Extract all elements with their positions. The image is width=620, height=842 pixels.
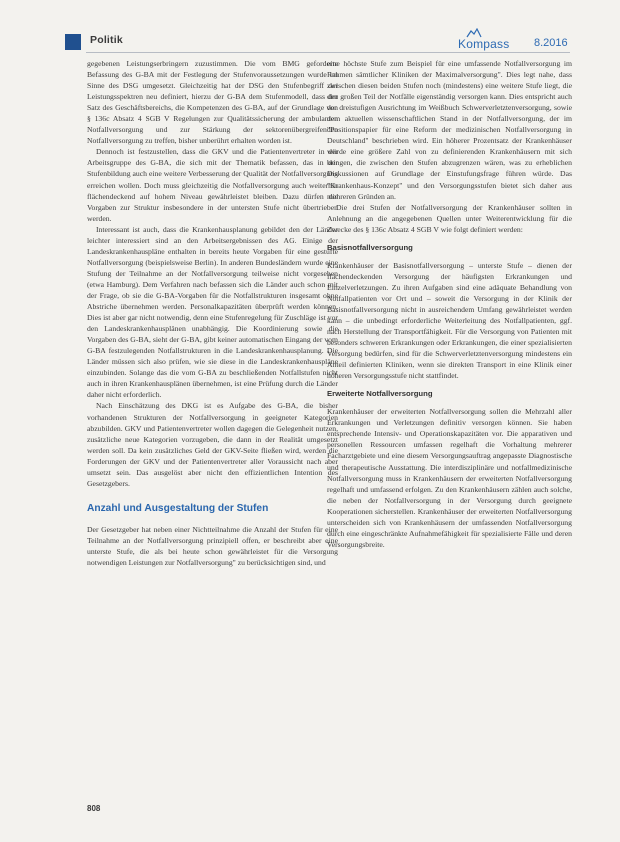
- section-color-bar: [65, 34, 81, 50]
- subheading-extended-emergency: Erweiterte Notfallversorgung: [327, 389, 433, 399]
- body-paragraph: gegebenen Leistungserbringern zuzustimmen. Die vom BMG geforderte Befassung des G-BA mit der Festlegung der Stufenvoraussetzungen wurde im Sinne des DSG umgesetzt. Gleichzeitig hat der DSG den Stufenbegriff der Leistungsspektren neu definiert, hierzu der G-BA dem Stufenmodell, dass der Satz des Geschäftsbereichs, die Kompetenzen des G-BA, auf der Grundlage von § 136c Absatz 4 SGB V Regelungen zur Qualitätssicherung der ambulanten Notfallversorgung und zur Stärkung der sektorenübergreifenden Notfallversorgung zu treffen, bisher unberührt erhalten worden ist.: [87, 59, 338, 146]
- header-divider: [86, 52, 570, 53]
- magazine-logo: [458, 28, 568, 52]
- right-column: [327, 58, 572, 550]
- body-paragraph: Der Gesetzgeber hat neben einer Nichtteilnahme die Anzahl der Stufen für eine Teilnahme an der Notfallversorgung prinzipiell offen, er beschreibt aber eine unterste Stufe, die als bei heute schon gewährleistet für die Versorgung notwendigen Leistungen zur Notfallversorgung" zu berücksichtigen sind, und: [87, 524, 338, 567]
- section-heading: Anzahl und Ausgestaltung der Stufen: [87, 502, 269, 514]
- body-paragraph: Krankenhäuser der Basisnotfallversorgung – unterste Stufe – dienen der flächendeckenden Versorgung der häufigsten Erkrankungen und Einzelverletzungen. Zu ihren Aufgaben sind eine adäquate Behandlung von Notfallpatienten vor Ort und – soweit die Versorgung in der Klinik der Basisnotfallversorgung nicht in ausreichendem Umfang gewährleistet werden kann – die unbedingt erforderliche Weiterleitung des Notfallpatienten, ggf. nach Herstellung der Transportfähigkeit. Für die Versorgung von Patienten mit besonders schweren Erkrankungen oder Erkrankungen, die einer spezialisierten Versorgung bedürfen, sind für die Schwerverletztenversorgung mindestens ein Anteil definierten Kliniken, wenn sie direkten Transport in eine Klinik einer höheren Versorgungsstufe nicht stattfindet.: [327, 260, 572, 381]
- body-paragraph: Krankenhäuser der erweiterten Notfallversorgung sollen die Mehrzahl aller Erkrankungen und Verletzungen definitiv versorgen können. Sie haben entsprechende Intensiv- und Operationskapazitäten vor. Die apparativen und personellen Ressourcen umfassen regelhaft die Vorhaltung mehrerer Facharztgebiete und eine diesem Versorgungsauftrag angepasste Diagnostische und therapeutische Ausstattung. Die interdisziplinäre und notfallmedizinische Notfallversorgung muss in Krankenhäusern der erweiterten Notfallversorgung regelhaft und umfassend erfolgen. Zu den Krankenhäusern zählen auch solche, die neben der Notfallversorgung in der Versorgung durch geeignete Kooperationen sicherstellen. Krankenhäuser der erweiterten Notfallversorgung unterscheiden sich von Krankenhäusern der umfassenden Notfallversorgung durch eine eingeschränkte Aufnahmefähigkeit für spezialisierte Fälle und deren Versorgungsbreite.: [327, 407, 572, 549]
- subheading-basic-emergency: Basisnotfallversorgung: [327, 242, 413, 252]
- issue-number: 8.2016: [534, 37, 568, 49]
- body-paragraph: eine höchste Stufe zum Beispiel für eine umfassende Notfallversorgung im Rahmen sämtlicher Kliniken der Maximalversorgung". Dies legt nahe, dass zwischen diesen beiden Stufen noch (mindestens) eine weitere Stufe liegt, die den großen Teil der Notfälle eigenständig versorgen kann. Dies entspricht auch der dreistufigen Ausrichtung im Weißbuch Schwerverletztenversorgung, sowie dem aktuellen wissenschaftlichen Stand in der Notfallversorgung, der im "Positionspapier für eine Reform der medizinischen Notfallversorgung in Deutschland" beschrieben wird. Ein höherer Prozentsatz der Krankenhäuser würde eine größere Zahl von zu definierenden Krankenhäusern mit sich bringen, die zwischen den Stufen abzugrenzen wären, was zu erheblichen Diskussionen auf Grundlage der Einstufungsfrage führen würde. Das "Krankenhaus-Konzept" und den Versorgungsstufen bietet sich daher aus mehreren Gründen an.: [327, 59, 572, 201]
- magazine-name: Kompass: [458, 37, 510, 51]
- body-paragraph: Nach Einschätzung des DKG ist es Aufgabe des G-BA, die bisher vorhandenen Strukturen der Notfallversorgung in geeigneter Kategorien abzubilden. GKV und Patientenvertreter wollen dagegen die Gelegenheit nutzen, zusätzliche neue Kategorien vorzugeben, die dann in der Realität umgesetzt werden soll. Da kein zusätzliches Geld der GKV-Seite fließen wird, werden die Forderungen der GKV und der Patientenvertreter aller Voraussicht nach aber umsetzt sein. Das ausgelöst aber nicht den effizientlichen Intention des Gesetzgebers.: [87, 401, 338, 488]
- left-column: [87, 58, 338, 568]
- page-number: 808: [87, 804, 101, 813]
- body-paragraph: Interessant ist auch, dass die Krankenhausplanung gebildet den der Länder leichter interessiert sind an den Arbeitsergebnissen des AG. Einige der Landeskrankenhauspläne enthalten in bereits heute Vorgaben für eine gestufte Notfallversorgung (beispielsweise Berlin). In anderen Bundesländern wurde eine Stufung der Teilnahme an der Notfallversorgung teilweise nicht vorgesehen (etwa Hamburg). Dem Verfahren nach befassen sich die Länder auch schon mit der Frage, ob sie die G-BA-Vorgaben für die Notfallstrukturen insgesamt ohne Abstriche übernehmen werden. Personalkapazitäten überprüft werden können. Dies ist aber gar nicht notwendig, denn eine Stufenregelung für Zuschläge ist vor den Landeskrankenhausplänen unabhängig. Die Koordinierung sowie die Vorgaben des G-BA, sieht der G-BA, gibt keiner automatischen Eingang der vom G-BA festzulegenden Notfallstrukturen in die Landeskrankenhausplanung. Die Länder müssen sich also prüfen, wie sie diese in die Landeskrankenhauspläne einzubinden. Solange das die vom G-BA zu beschließenden Notfallstufen nicht auch in ihren Krankenhausplänen übernehmen, ist eine Prüfung durch die Länder daher nicht erforderlich.: [87, 224, 338, 400]
- section-title: Politik: [90, 34, 123, 46]
- body-paragraph: Die drei Stufen der Notfallversorgung der Krankenhäuser sollten in Anlehnung an die angegebenen Quellen unter Weiterentwicklung für die Zwecke des § 136c Absatz 4 SGB V wie folgt definiert werden:: [327, 202, 572, 234]
- body-paragraph: Dennoch ist festzustellen, dass die GKV und die Patientenvertreter in der Arbeitsgruppe des G-BA, die sich mit der Thematik befassen, das in der Stufenbildung auch eine weitere Verbesserung der Qualität der Notfallversorgung erreichen wollen. Doch muss gleichzeitig die Notfallversorgung auch weiterhin flächendeckend auf hohem Niveau gewährleistet bleiben. Dazu dürfen die Vorgaben zur Struktur insbesondere in der untersten Stufe nicht übertrieben werden.: [87, 147, 338, 223]
